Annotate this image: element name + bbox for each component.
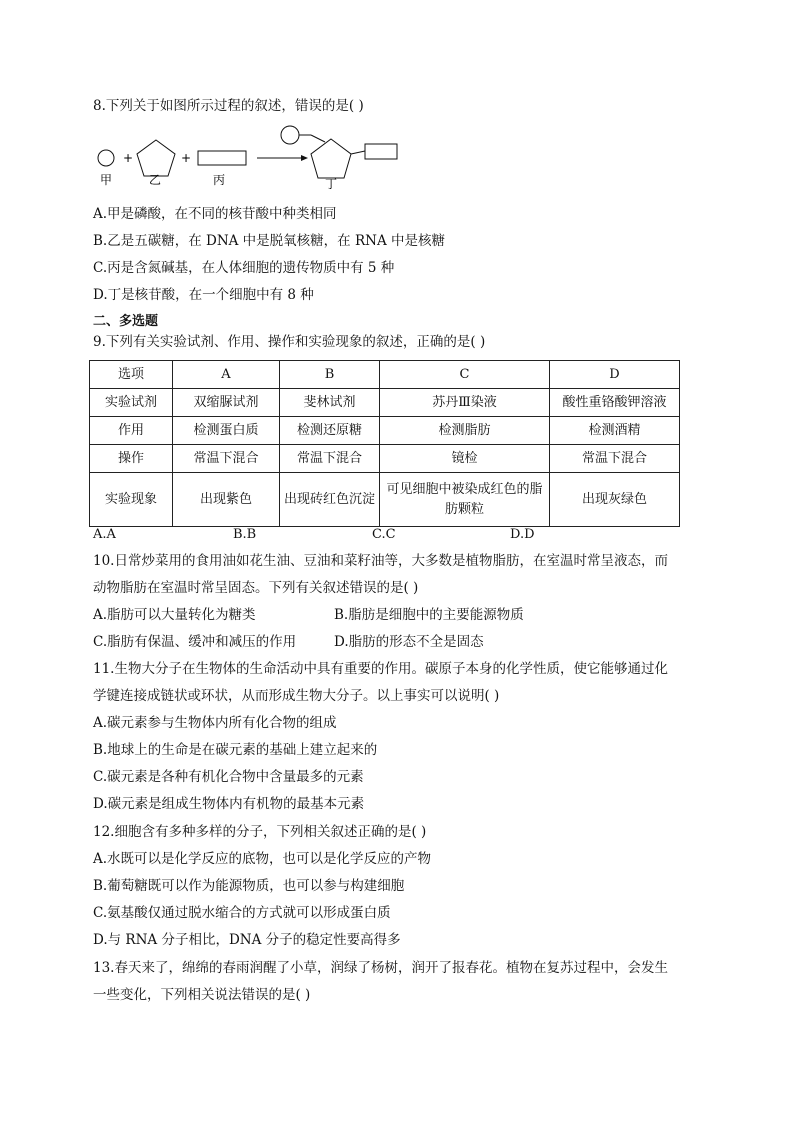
q9-stem: 9.下列有关实验试剂、作用、操作和实验现象的叙述，正确的是( ) bbox=[93, 334, 486, 350]
ding-bond-3 bbox=[351, 151, 365, 154]
q11-option-a: A.碳元素参与生物体内所有化合物的组成 bbox=[93, 715, 337, 731]
q8-option-a: A.甲是磷酸，在不同的核苷酸中种类相同 bbox=[93, 206, 337, 222]
table-cell: 操作 bbox=[90, 445, 173, 473]
q12-option-c: C.氨基酸仅通过脱水缩合的方式就可以形成蛋白质 bbox=[93, 905, 391, 921]
q10-option-d: D.脂肪的形态不全是固态 bbox=[334, 634, 484, 650]
q9-choice-c: C.C bbox=[372, 527, 396, 542]
pentose-pentagon-icon bbox=[137, 140, 175, 176]
table-cell: 作用 bbox=[90, 417, 173, 445]
q12-option-a: A.水既可以是化学反应的底物，也可以是化学反应的产物 bbox=[93, 851, 432, 867]
table-cell: 出现灰绿色 bbox=[550, 473, 680, 527]
ding-pentagon-icon bbox=[311, 139, 351, 178]
label-ding: 丁 bbox=[325, 177, 338, 191]
table-cell: 苏丹Ⅲ染液 bbox=[380, 389, 550, 417]
ding-bond-2 bbox=[311, 135, 325, 142]
table-cell: 检测脂肪 bbox=[380, 417, 550, 445]
table-cell: 常温下混合 bbox=[280, 445, 380, 473]
q10-stem-line2: 动物脂肪在室温时常呈固态。下列有关叙述错误的是( ) bbox=[93, 580, 419, 596]
section-title-multiple-choice: 二、多选题 bbox=[93, 314, 159, 329]
table-cell: 双缩脲试剂 bbox=[173, 389, 280, 417]
q8-stem: 8.下列关于如图所示过程的叙述，错误的是( ) bbox=[93, 98, 364, 114]
table-cell: 实验现象 bbox=[90, 473, 173, 527]
table-cell: C bbox=[380, 361, 550, 389]
q11-option-b: B.地球上的生命是在碳元素的基础上建立起来的 bbox=[93, 742, 378, 758]
label-yi: 乙 bbox=[149, 173, 162, 187]
plus-2: + bbox=[181, 151, 192, 165]
q12-option-d: D.与 RNA 分子相比，DNA 分子的稳定性要高得多 bbox=[93, 932, 401, 948]
q9-choice-d: D.D bbox=[510, 527, 535, 542]
q11-stem-line2: 学键连接成链状或环状，从而形成生物大分子。以上事实可以说明( ) bbox=[93, 688, 500, 704]
plus-1: + bbox=[123, 151, 134, 165]
table-cell: 常温下混合 bbox=[173, 445, 280, 473]
nucleotide-diagram bbox=[93, 122, 403, 192]
table-cell: 斐林试剂 bbox=[280, 389, 380, 417]
table-cell: 检测酒精 bbox=[550, 417, 680, 445]
table-cell: 常温下混合 bbox=[550, 445, 680, 473]
label-jia: 甲 bbox=[100, 173, 113, 187]
table-cell: 出现砖红色沉淀 bbox=[280, 473, 380, 527]
q13-stem-line1: 13.春天来了，绵绵的春雨润醒了小草，润绿了杨树，润开了报春花。植物在复苏过程中，会发生 bbox=[93, 960, 668, 976]
table-cell: 选项 bbox=[90, 361, 173, 389]
table-cell: 酸性重铬酸钾溶液 bbox=[550, 389, 680, 417]
base-rectangle-icon bbox=[198, 151, 246, 165]
table-row bbox=[90, 473, 680, 527]
ding-phosphate-circle-icon bbox=[281, 126, 299, 144]
table-cell: 出现紫色 bbox=[173, 473, 280, 527]
table-cell: 实验试剂 bbox=[90, 389, 173, 417]
q10-option-a: A.脂肪可以大量转化为糖类 bbox=[93, 607, 256, 623]
q8-option-b: B.乙是五碳糖，在 DNA 中是脱氧核糖，在 RNA 中是核糖 bbox=[93, 233, 445, 249]
q12-option-b: B.葡萄糖既可以作为能源物质，也可以参与构建细胞 bbox=[93, 878, 405, 894]
q9-choice-a: A.A bbox=[93, 527, 116, 542]
ding-base-rectangle-icon bbox=[365, 144, 397, 159]
table-cell: 镜检 bbox=[380, 445, 550, 473]
table-row bbox=[90, 361, 680, 389]
q11-option-c: C.碳元素是各种有机化合物中含量最多的元素 bbox=[93, 769, 364, 785]
q8-option-d: D.丁是核苷酸，在一个细胞中有 8 种 bbox=[93, 287, 314, 303]
q9-choice-b: B.B bbox=[233, 527, 257, 542]
q13-stem-line2: 一些变化，下列相关说法错误的是( ) bbox=[93, 987, 311, 1003]
table-cell: A bbox=[173, 361, 280, 389]
q12-stem: 12.细胞含有多种多样的分子，下列相关叙述正确的是( ) bbox=[93, 824, 427, 840]
q8-option-c: C.丙是含氮碱基，在人体细胞的遗传物质中有 5 种 bbox=[93, 260, 395, 276]
q10-option-c: C.脂肪有保温、缓冲和减压的作用 bbox=[93, 634, 297, 650]
q11-option-d: D.碳元素是组成生物体内有机物的最基本元素 bbox=[93, 796, 365, 812]
table-row bbox=[90, 389, 680, 417]
table-cell: 可见细胞中被染成红色的脂肪颗粒 bbox=[380, 473, 550, 527]
table-cell: 检测蛋白质 bbox=[173, 417, 280, 445]
arrow-head-icon bbox=[301, 155, 308, 161]
table-cell: B bbox=[280, 361, 380, 389]
table-cell: D bbox=[550, 361, 680, 389]
table-cell: 检测还原糖 bbox=[280, 417, 380, 445]
label-bing: 丙 bbox=[213, 173, 226, 187]
table-row bbox=[90, 417, 680, 445]
table-row bbox=[90, 445, 680, 473]
q10-option-b: B.脂肪是细胞中的主要能源物质 bbox=[334, 607, 524, 623]
q10-stem-line1: 10.日常炒菜用的食用油如花生油、豆油和菜籽油等，大多数是植物脂肪，在室温时常呈液态，而 bbox=[93, 553, 668, 569]
phosphate-circle-icon bbox=[98, 150, 114, 166]
experiment-table bbox=[89, 360, 680, 527]
q11-stem-line1: 11.生物大分子在生物体的生命活动中具有重要的作用。碳原子本身的化学性质，使它能够通过化 bbox=[93, 661, 668, 677]
